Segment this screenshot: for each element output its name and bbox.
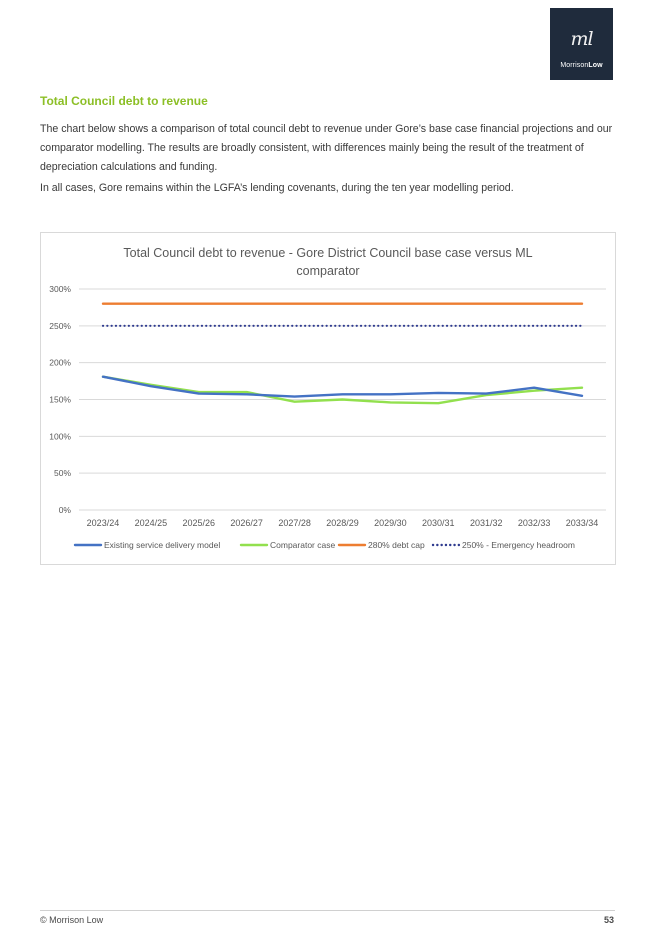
x-tick-label: 2026/27	[230, 518, 263, 528]
x-tick-label: 2027/28	[278, 518, 311, 528]
x-tick-label: 2025/26	[182, 518, 216, 528]
logo-word-1: Morrison	[560, 62, 589, 69]
footer-copyright: © Morrison Low	[40, 915, 104, 925]
chart-canvas	[41, 233, 615, 564]
chart-title-line: comparator	[296, 264, 360, 278]
x-tick-label: 2032/33	[517, 518, 551, 528]
logo-mark: ml	[570, 28, 593, 50]
x-tick-label: 2024/25	[134, 518, 168, 528]
morrison-low-logo	[550, 8, 613, 80]
x-tick-label: 2029/30	[374, 518, 407, 528]
x-tick-label: 2033/34	[565, 518, 599, 528]
paragraph-covenants: In all cases, Gore remains within the LGFA’s lending covenants, during the ten year modelling period.	[40, 182, 514, 194]
y-tick-label: 0%	[58, 505, 71, 515]
x-tick-label: 2031/32	[469, 518, 503, 528]
paragraph-intro: The chart below shows a comparison of total council debt to revenue under Gore’s base case financial projections and our comparator modelling. The results are broadly consistent, with differences mainly being the result of the treatment of depreciation calculations and funding.	[40, 123, 613, 173]
y-tick-label: 200%	[49, 357, 71, 368]
logo-word-2: Low	[588, 62, 603, 69]
y-tick-label: 50%	[53, 468, 71, 479]
legend-label: 250% - Emergency headroom	[462, 540, 575, 550]
legend-label: 280% debt cap	[368, 540, 425, 550]
y-tick-label: 250%	[49, 320, 71, 331]
y-tick-label: 100%	[49, 431, 71, 442]
legend-label: Comparator case	[270, 540, 336, 550]
y-tick-label: 150%	[49, 394, 71, 405]
logo-wordmark	[550, 62, 613, 69]
legend-label: Existing service delivery model	[104, 540, 221, 550]
page-number: 53	[603, 915, 614, 925]
x-tick-label: 2023/24	[86, 518, 120, 528]
y-tick-label: 300%	[49, 284, 71, 294]
footer-divider	[40, 910, 615, 911]
chart-title-line: Total Council debt to revenue - Gore District Council base case versus ML	[123, 246, 533, 260]
section-heading: Total Council debt to revenue	[40, 94, 208, 108]
x-tick-label: 2030/31	[422, 518, 455, 528]
x-tick-label: 2028/29	[326, 518, 359, 528]
debt-to-revenue-chart	[40, 232, 616, 565]
